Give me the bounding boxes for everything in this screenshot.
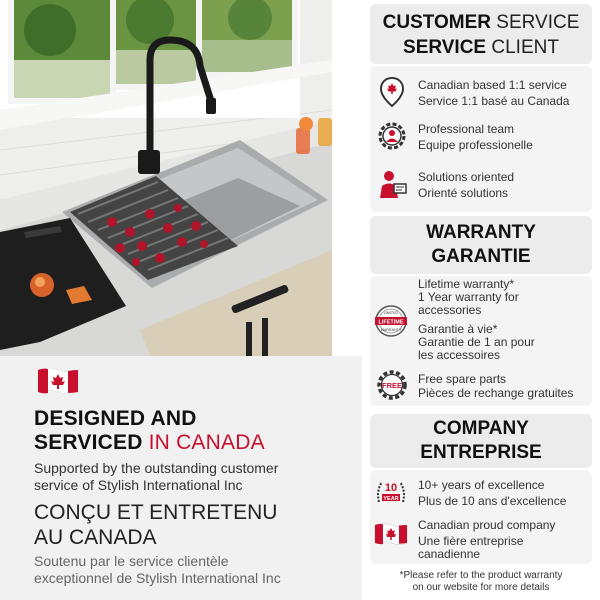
canadian-proud-fr-1: Une fière entreprise [418, 534, 524, 548]
customer-service-title [370, 12, 592, 34]
professional-team-en: Professional team [418, 122, 515, 136]
solutions-person-icon [376, 168, 408, 200]
canada-location-pin-icon [376, 76, 408, 108]
english-support-line-2: service of Stylish International Inc [34, 477, 243, 493]
list-item [370, 516, 592, 562]
warranty-header [370, 216, 592, 274]
canadian-service-fr: Service 1:1 basé au Canada [418, 94, 570, 108]
list-item [370, 474, 592, 510]
customer-service-header [370, 4, 592, 64]
canadian-proud-en: Canadian proud company [418, 518, 556, 532]
serviced-word: SERVICED [34, 431, 143, 454]
free-spare-parts-en: Free spare parts [418, 372, 507, 386]
list-item [370, 118, 592, 158]
garantie-title: GARANTIE [431, 246, 531, 267]
lifetime-badge-text: LIFETIME [378, 319, 404, 326]
solutions-oriented-fr: Orienté solutions [418, 186, 509, 200]
company-title: COMPANY [433, 418, 529, 439]
designed-heading: DESIGNED AND [34, 407, 197, 430]
entreprise-title: ENTREPRISE [420, 442, 542, 463]
canada-flag-icon [374, 522, 408, 546]
canadian-proud-fr-2: canadienne [418, 547, 481, 561]
lifetime-badge-top-text: LIMITED [383, 311, 399, 315]
years-excellence-en: 10+ years of excellence [418, 478, 545, 492]
solutions-oriented-en: Solutions oriented [418, 170, 515, 184]
warranty-list [370, 276, 592, 406]
service-client-title [370, 37, 592, 59]
canadian-service-en: Canadian based 1:1 service [418, 78, 567, 92]
footnote-line-2: on our website for more details [412, 582, 550, 593]
professional-team-gear-icon [376, 120, 408, 152]
list-item [370, 164, 592, 206]
in-canada-word: IN CANADA [142, 431, 265, 454]
lifetime-warranty-en-1: Lifetime warranty* [418, 277, 515, 291]
ten-year-badge-icon [374, 474, 408, 508]
canada-flag-icon [36, 366, 80, 396]
lifetime-warranty-en-3: accessories [418, 303, 482, 317]
french-heading-line-2: AU CANADA [34, 526, 157, 549]
years-badge-word: YEAR [383, 495, 399, 502]
lifetime-badge-bottom-text: WARRANTY [380, 328, 402, 332]
serviced-in-canada-heading [34, 431, 265, 455]
lifetime-warranty-fr-2: Garantie de 1 an pour [418, 335, 535, 349]
right-column [362, 0, 600, 600]
years-excellence-fr: Plus de 10 ans d'excellence [418, 494, 567, 508]
french-support-line-1: Soutenu par le service clientèle [34, 553, 229, 569]
customer-word: CUSTOMER [382, 12, 492, 33]
list-item [370, 368, 592, 404]
english-support-line-1: Supported by the outstanding customer [34, 460, 279, 476]
client-word: CLIENT [486, 37, 559, 58]
warranty-footnote [362, 570, 600, 594]
free-spare-parts-fr: Pièces de rechange gratuites [418, 386, 574, 400]
designed-in-canada-section [0, 356, 362, 600]
kitchen-sink-photo [0, 0, 332, 356]
list-item [370, 276, 592, 360]
free-spare-parts-gear-icon [376, 369, 408, 401]
professional-team-fr: Equipe professionelle [418, 138, 533, 152]
lifetime-warranty-en-2: 1 Year warranty for [418, 290, 519, 304]
list-item [370, 72, 592, 112]
lifetime-warranty-fr-1: Garantie à vie* [418, 322, 498, 336]
warranty-title: WARRANTY [426, 222, 536, 243]
years-badge-number: 10 [384, 482, 398, 494]
lifetime-warranty-fr-3: les accessoires [418, 348, 501, 362]
service-word-fr: SERVICE [403, 37, 487, 58]
company-header [370, 414, 592, 468]
customer-service-list [370, 66, 592, 212]
french-support-line-2: exceptionnel de Stylish International Inc [34, 570, 281, 586]
lifetime-warranty-badge-icon [374, 304, 408, 338]
footnote-line-1: *Please refer to the product warranty [399, 570, 563, 581]
french-heading-line-1: CONÇU ET ENTRETENU [34, 501, 278, 524]
company-list [370, 470, 592, 564]
free-badge-text: FREE [381, 381, 403, 390]
service-word: SERVICE [491, 12, 580, 33]
kitchen-sink-illustration [0, 0, 332, 356]
